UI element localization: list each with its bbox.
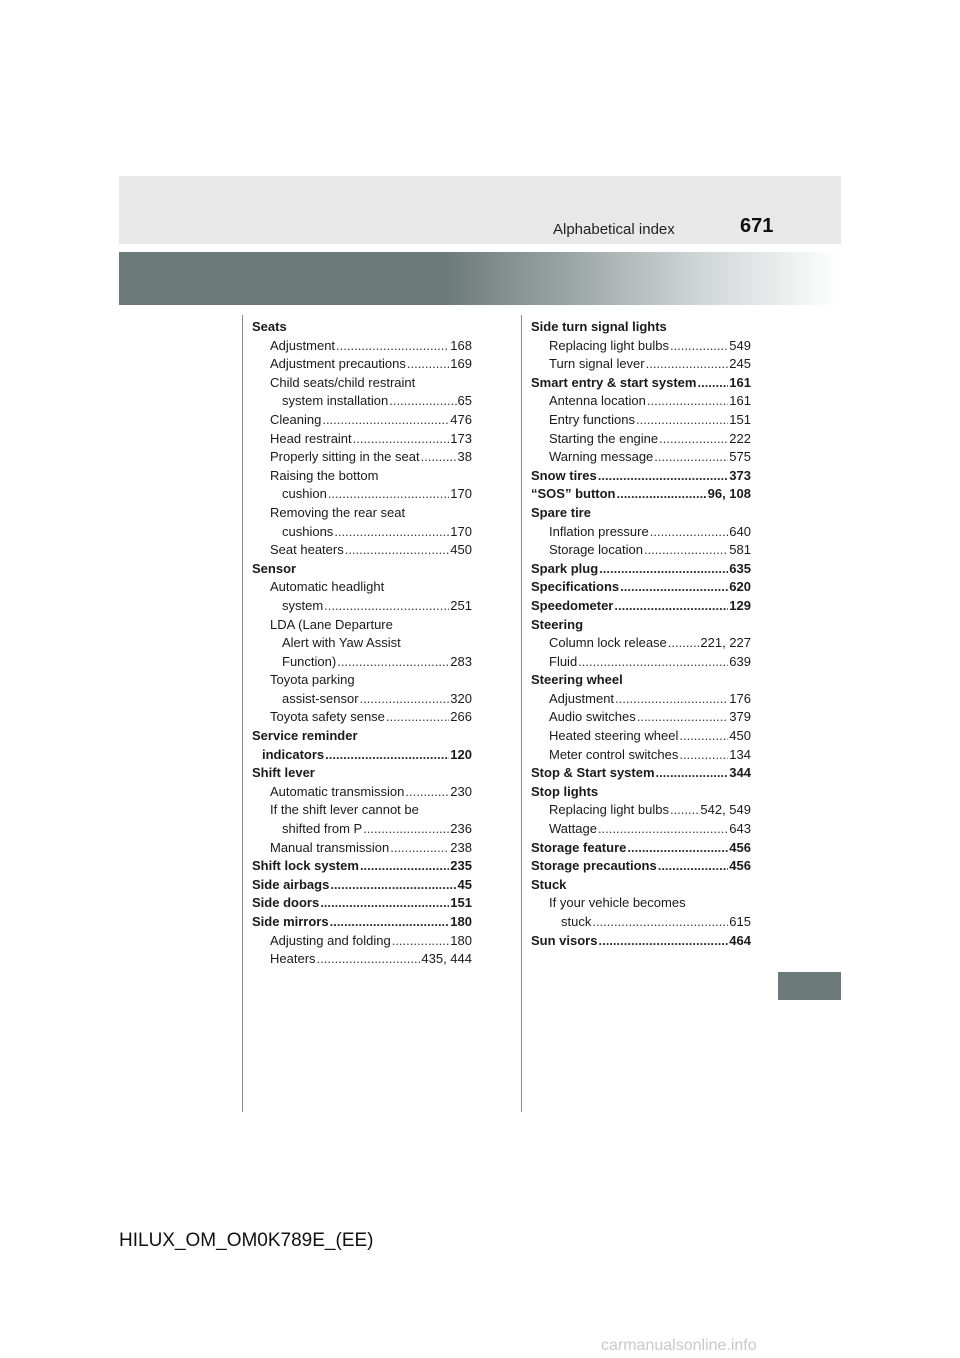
index-term: system [282, 597, 324, 613]
index-term: Entry functions [549, 411, 635, 427]
dot-leader [330, 913, 450, 932]
index-page-ref: 236 [450, 821, 472, 837]
dot-leader [421, 448, 457, 467]
index-term: assist-sensor [282, 690, 359, 706]
index-term: Side mirrors [252, 914, 329, 929]
index-term: Column lock release [549, 635, 667, 651]
index-page-ref: 170 [450, 523, 472, 539]
index-page-ref: 120 [450, 746, 472, 762]
index-term: LDA (Lane Departure [270, 616, 393, 632]
index-heading [531, 504, 751, 523]
index-term: Service reminder [252, 728, 358, 744]
index-subentry [531, 448, 751, 467]
dot-leader [325, 746, 449, 765]
index-page-ref: 96, 108 [707, 486, 751, 502]
dot-leader [345, 541, 450, 560]
index-heading [531, 764, 751, 783]
index-page-ref: 180 [450, 914, 472, 929]
index-subentry [252, 783, 472, 802]
index-term: Stuck [531, 876, 567, 892]
index-term: Properly sitting in the seat [270, 449, 420, 465]
index-term: Storage precautions [531, 858, 657, 874]
index-term: cushion [282, 486, 327, 502]
index-subentry [531, 801, 751, 820]
index-subentry [252, 839, 472, 858]
index-term: Stop lights [531, 783, 599, 799]
index-term: Steering wheel [531, 672, 623, 688]
index-term: cushions [282, 523, 334, 539]
index-page-ref: 221, 227 [700, 635, 751, 651]
column-divider-middle [521, 315, 522, 1112]
index-page-ref: 450 [450, 542, 472, 558]
index-page-ref: 169 [450, 356, 472, 372]
index-subentry [252, 504, 472, 523]
dot-leader [598, 820, 728, 839]
index-column-right [531, 318, 751, 950]
index-subentry [531, 411, 751, 430]
index-page-ref: 344 [729, 765, 751, 781]
index-term: Side doors [252, 895, 320, 911]
index-term: Wattage [549, 821, 597, 837]
index-term: indicators [262, 746, 325, 762]
index-page-ref: 615 [729, 914, 751, 929]
index-term: Adjustment precautions [270, 356, 406, 372]
dot-leader [598, 467, 729, 486]
index-page-ref: 464 [729, 932, 751, 948]
index-term: Specifications [531, 579, 620, 595]
dot-leader [353, 430, 450, 449]
dot-leader [405, 783, 449, 802]
index-term: If the shift lever cannot be [270, 802, 419, 818]
dot-leader [656, 764, 729, 783]
index-heading [531, 783, 751, 802]
index-page-ref: 320 [450, 690, 472, 706]
index-term: Speedometer [531, 597, 614, 613]
index-term: Spare tire [531, 504, 591, 520]
index-page-ref: 161 [729, 374, 751, 390]
index-heading [531, 578, 751, 597]
index-term: Seats [252, 319, 287, 334]
dot-leader [336, 337, 449, 356]
index-subentry [252, 523, 472, 542]
index-page-ref: 170 [450, 486, 472, 502]
index-page-ref: 640 [729, 523, 751, 539]
dot-leader [324, 597, 449, 616]
index-term: Warning message [549, 449, 654, 465]
index-page-ref: 176 [729, 690, 751, 706]
index-subentry [531, 894, 751, 913]
index-page-ref: 230 [450, 783, 472, 799]
index-term: shifted from P [282, 821, 363, 837]
index-heading [531, 597, 751, 616]
dot-leader [337, 653, 449, 672]
index-heading [252, 318, 472, 337]
index-heading [531, 374, 751, 393]
dot-leader [658, 857, 729, 876]
index-term: Inflation pressure [549, 523, 649, 539]
dot-leader [614, 597, 728, 616]
index-term: Side airbags [252, 876, 330, 892]
column-divider-left [242, 315, 243, 1112]
index-term: Raising the bottom [270, 467, 379, 483]
index-page-ref: 38 [457, 449, 472, 465]
index-subentry [252, 355, 472, 374]
index-subentry [252, 950, 472, 969]
index-subentry [531, 392, 751, 411]
index-subentry [531, 727, 751, 746]
index-term: Heated steering wheel [549, 728, 679, 744]
dot-leader [647, 392, 728, 411]
dot-leader [679, 746, 728, 765]
index-term: Child seats/child restraint [270, 374, 416, 390]
dot-leader [620, 578, 728, 597]
index-subentry [252, 597, 472, 616]
index-term: Replacing light bulbs [549, 802, 669, 818]
section-tab-marker [778, 972, 841, 1000]
index-term: “SOS” button [531, 486, 616, 502]
dot-leader [328, 485, 449, 504]
index-term: Sun visors [531, 932, 598, 948]
index-page-ref: 639 [729, 653, 751, 669]
index-page-ref: 575 [729, 449, 751, 465]
index-heading [252, 913, 472, 932]
index-subentry [252, 578, 472, 597]
index-term: Storage feature [531, 839, 627, 855]
index-heading [531, 857, 751, 876]
index-heading [252, 746, 472, 765]
index-subentry [252, 392, 472, 411]
index-page-ref: 581 [729, 542, 751, 558]
dot-leader [654, 448, 728, 467]
index-subentry [252, 708, 472, 727]
index-subentry [531, 690, 751, 709]
index-subentry [531, 913, 751, 932]
index-subentry [531, 337, 751, 356]
index-term: Smart entry & start system [531, 374, 697, 390]
index-subentry [252, 616, 472, 635]
dot-leader [360, 857, 449, 876]
index-page-ref: 456 [729, 858, 751, 874]
index-term: Steering [531, 616, 584, 632]
index-page-ref: 45 [457, 876, 472, 892]
dot-leader [390, 839, 449, 858]
index-heading [252, 727, 472, 746]
index-subentry [252, 467, 472, 486]
index-term: Audio switches [549, 709, 636, 725]
index-page-ref: 266 [450, 709, 472, 725]
dot-leader [636, 411, 728, 430]
index-term: Adjusting and folding [270, 932, 391, 948]
dot-leader [598, 932, 728, 951]
index-page-ref: 129 [729, 597, 751, 613]
index-term: Function) [282, 653, 337, 669]
index-page-ref: 161 [729, 393, 751, 409]
index-subentry [252, 337, 472, 356]
index-subentry [531, 708, 751, 727]
index-term: Adjustment [270, 337, 336, 353]
index-subentry [252, 448, 472, 467]
index-term: If your vehicle becomes [549, 895, 686, 911]
dot-leader [330, 876, 456, 895]
index-term: Removing the rear seat [270, 504, 406, 520]
dot-leader [320, 894, 449, 913]
index-term: Manual transmission [270, 839, 390, 855]
document-code: HILUX_OM_OM0K789E_(EE) [119, 1230, 374, 1251]
index-subentry [252, 653, 472, 672]
index-column-left [252, 318, 472, 969]
index-subentry [531, 653, 751, 672]
index-page-ref: 151 [450, 895, 472, 911]
dot-leader [615, 690, 728, 709]
index-page-ref: 542, 549 [700, 802, 751, 818]
index-heading [531, 560, 751, 579]
index-subentry [252, 541, 472, 560]
index-term: Seat heaters [270, 542, 344, 558]
dot-leader [650, 523, 729, 542]
dot-leader [644, 541, 728, 560]
index-subentry [531, 541, 751, 560]
index-page-ref: 450 [729, 728, 751, 744]
index-heading [252, 894, 472, 913]
index-term: Heaters [270, 951, 316, 967]
index-heading [531, 616, 751, 635]
index-term: Automatic transmission [270, 783, 405, 799]
index-page-ref: 235 [450, 858, 472, 874]
decorative-gradient-bar [119, 252, 841, 305]
dot-leader [322, 411, 449, 430]
index-term: Sensor [252, 560, 297, 576]
index-heading [531, 839, 751, 858]
index-heading [531, 932, 751, 951]
index-term: Replacing light bulbs [549, 337, 669, 353]
index-subentry [531, 430, 751, 449]
index-term: Cleaning [270, 411, 322, 427]
index-page-ref: 134 [729, 746, 751, 762]
header-band [119, 176, 841, 244]
index-page-ref: 435, 444 [421, 951, 472, 967]
index-page-ref: 173 [450, 430, 472, 446]
page-title: Alphabetical index [553, 221, 675, 238]
index-term: Side turn signal lights [531, 319, 667, 334]
dot-leader [697, 374, 728, 393]
index-subentry [252, 485, 472, 504]
index-heading [252, 764, 472, 783]
dot-leader [617, 485, 707, 504]
dot-leader [670, 337, 728, 356]
index-subentry [252, 932, 472, 951]
index-heading [531, 467, 751, 486]
dot-leader [627, 839, 728, 858]
dot-leader [334, 523, 449, 542]
index-term: Shift lock system [252, 858, 359, 874]
dot-leader [317, 950, 421, 969]
index-term: Fluid [549, 653, 578, 669]
index-term: Adjustment [549, 690, 615, 706]
index-term: Toyota safety sense [270, 709, 385, 725]
index-subentry [531, 820, 751, 839]
index-heading [531, 671, 751, 690]
index-term: Automatic headlight [270, 579, 385, 595]
index-term: Snow tires [531, 467, 597, 483]
index-term: Meter control switches [549, 746, 679, 762]
index-page-ref: 373 [729, 467, 751, 483]
index-term: Storage location [549, 542, 643, 558]
index-page-ref: 251 [450, 597, 472, 613]
index-heading [252, 560, 472, 579]
index-page-ref: 222 [729, 430, 751, 446]
dot-leader [392, 932, 450, 951]
dot-leader [360, 690, 450, 709]
dot-leader [407, 355, 449, 374]
index-subentry [531, 523, 751, 542]
index-page-ref: 283 [450, 653, 472, 669]
dot-leader [646, 355, 729, 374]
index-subentry [252, 801, 472, 820]
index-page-ref: 635 [729, 560, 751, 576]
index-heading [531, 318, 751, 337]
dot-leader [386, 708, 449, 727]
index-subentry [252, 374, 472, 393]
index-term: Head restraint [270, 430, 352, 446]
dot-leader [679, 727, 728, 746]
index-page-ref: 549 [729, 337, 751, 353]
index-term: Alert with Yaw Assist [282, 635, 401, 651]
index-term: system installation [282, 393, 389, 409]
index-subentry [252, 634, 472, 653]
index-heading [252, 876, 472, 895]
index-term: Turn signal lever [549, 356, 645, 372]
index-term: stuck [561, 914, 592, 929]
index-subentry [252, 430, 472, 449]
index-page-ref: 168 [450, 337, 472, 353]
index-subentry [531, 746, 751, 765]
dot-leader [637, 708, 729, 727]
index-subentry [252, 411, 472, 430]
index-subentry [531, 355, 751, 374]
index-term: Stop & Start system [531, 765, 655, 781]
index-page-ref: 620 [729, 579, 751, 595]
index-page-ref: 379 [729, 709, 751, 725]
dot-leader [668, 634, 700, 653]
index-page-ref: 643 [729, 821, 751, 837]
dot-leader [389, 392, 456, 411]
index-page-ref: 180 [450, 932, 472, 948]
index-term: Shift lever [252, 765, 315, 781]
index-subentry [531, 634, 751, 653]
index-heading [531, 876, 751, 895]
index-term: Antenna location [549, 393, 646, 409]
dot-leader [599, 560, 728, 579]
dot-leader [659, 430, 728, 449]
index-heading [252, 857, 472, 876]
index-page-ref: 151 [729, 411, 751, 427]
index-page-ref: 245 [729, 356, 751, 372]
index-heading [531, 485, 751, 504]
dot-leader [670, 801, 699, 820]
index-subentry [252, 671, 472, 690]
index-term: Toyota parking [270, 672, 355, 688]
index-page-ref: 476 [450, 411, 472, 427]
dot-leader [592, 913, 728, 932]
page-number: 671 [740, 215, 774, 237]
dot-leader [578, 653, 728, 672]
dot-leader [363, 820, 449, 839]
index-page-ref: 65 [457, 393, 472, 409]
index-term: Spark plug [531, 560, 599, 576]
index-term: Starting the engine [549, 430, 659, 446]
index-subentry [252, 690, 472, 709]
index-subentry [252, 820, 472, 839]
index-page-ref: 456 [729, 839, 751, 855]
watermark: carmanualsonline.info [601, 1337, 757, 1354]
index-page-ref: 238 [450, 839, 472, 855]
